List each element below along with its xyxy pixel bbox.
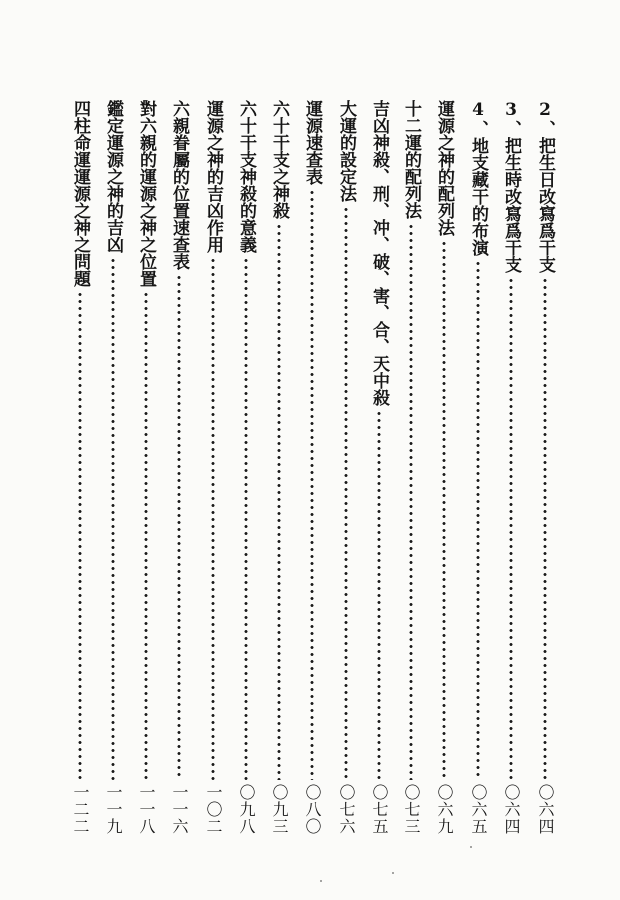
dot-leader	[465, 260, 491, 780]
toc-entry	[398, 100, 424, 835]
dot-leader	[266, 223, 292, 780]
dot-leader	[233, 257, 259, 780]
dot-leader	[133, 291, 159, 780]
dot-leader	[431, 240, 457, 780]
toc-entry	[100, 100, 126, 835]
dot-leader	[100, 257, 126, 780]
toc-entry-title: 吉凶神殺、刑、冲、破、害、合、天中殺	[369, 100, 389, 406]
toc-entry-page: 〇九八	[237, 784, 256, 835]
toc-entry-page: 〇六九	[435, 784, 454, 835]
toc-entry-title: 十二運的配列法	[401, 100, 421, 219]
toc-entry-page: 一二二	[71, 784, 90, 835]
toc-entry	[465, 100, 491, 835]
toc-entry-title: 鑑定運源之神的吉凶	[103, 100, 123, 253]
toc-entry-page: 一一六	[170, 784, 189, 835]
dot-leader	[333, 206, 359, 780]
paper-speck	[470, 846, 472, 848]
dot-leader	[166, 274, 192, 780]
toc-entry-page: 〇九三	[270, 784, 289, 835]
toc-entry-page: 〇六五	[469, 784, 488, 835]
dot-leader	[299, 189, 325, 780]
toc-entry	[366, 100, 392, 835]
dot-leader	[498, 277, 524, 780]
toc-entry-page: 〇七三	[402, 784, 421, 835]
dot-leader	[532, 277, 558, 780]
paper-speck	[392, 872, 394, 874]
toc-entry-page: 一一八	[137, 784, 156, 835]
toc-entry	[200, 100, 226, 835]
toc-entry	[166, 100, 192, 835]
toc-entry-page: 〇八〇	[303, 784, 322, 835]
paper-speck	[320, 880, 322, 882]
toc-entry-title: 四柱命運運源之神之問題	[70, 100, 90, 287]
toc-entry-page: 一一九	[104, 784, 123, 835]
toc-entry-title: 3、把生時改寫爲干支	[501, 100, 521, 273]
toc-entry-title: 大運的設定法	[336, 100, 356, 202]
toc-entry-title: 2、把生日改寫爲干支	[535, 100, 555, 273]
toc-entry-title: 運源之神的配列法	[434, 100, 454, 236]
toc-entry	[133, 100, 159, 835]
toc-entry	[299, 100, 325, 835]
toc-entry-page: 〇六四	[502, 784, 521, 835]
toc-entry-page: 〇七六	[337, 784, 356, 835]
toc-entry-title: 運源速查表	[302, 100, 322, 185]
toc-entry-page: 〇六四	[536, 784, 555, 835]
toc-entry-page: 一〇二	[204, 784, 223, 835]
toc-entry	[431, 100, 457, 835]
toc-entry	[266, 100, 292, 835]
toc-entry-title: 六十干支神殺的意義	[236, 100, 256, 253]
dot-leader	[67, 291, 93, 780]
toc-entry-title: 運源之神的吉凶作用	[203, 100, 223, 253]
toc-entry	[532, 100, 558, 835]
toc-entry-title: 4、地支藏干的布演	[468, 100, 488, 256]
dot-leader	[366, 410, 392, 780]
toc-entry	[498, 100, 524, 835]
toc-entry	[333, 100, 359, 835]
dot-leader	[398, 223, 424, 780]
toc-entry-title: 六親眷屬的位置速查表	[169, 100, 189, 270]
toc-entry-title: 對六親的運源之神之位置	[136, 100, 156, 287]
toc-entry-title: 六十干支之神殺	[269, 100, 289, 219]
toc-entry-page: 〇七五	[370, 784, 389, 835]
toc-entry	[233, 100, 259, 835]
toc-entry	[67, 100, 93, 835]
dot-leader	[200, 257, 226, 780]
